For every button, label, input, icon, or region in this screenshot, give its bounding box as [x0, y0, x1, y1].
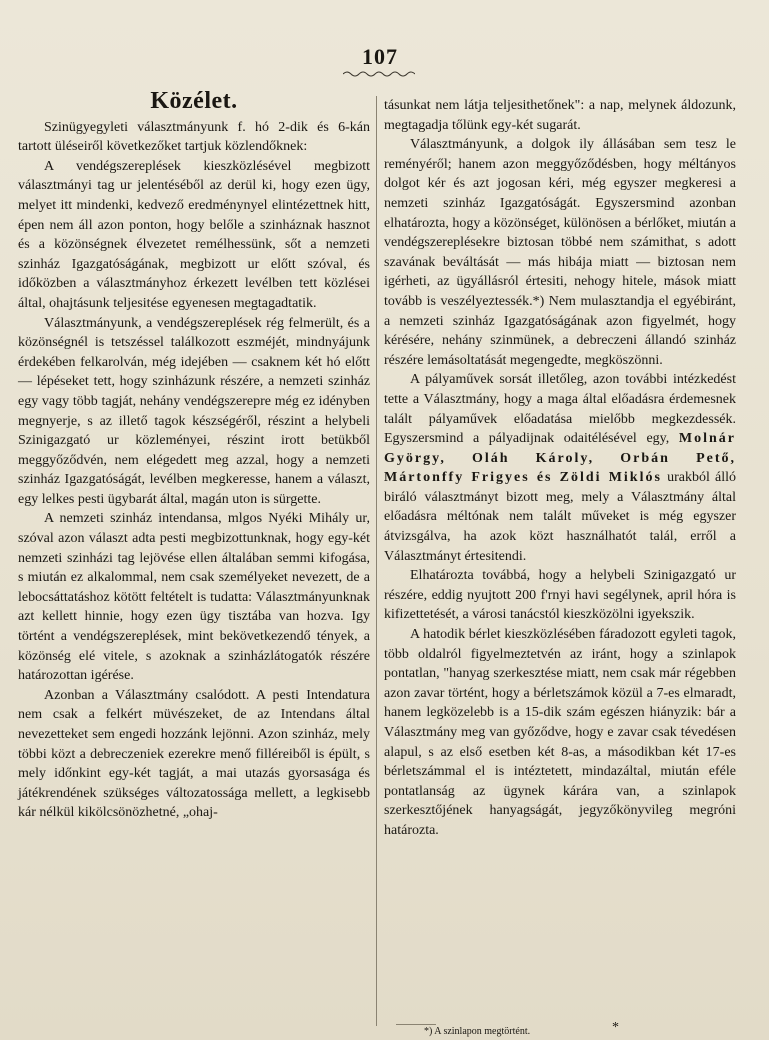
committee-names: Molnár György, Oláh Károly, Orbán Pető, Mártonffy Frigyes és Zöldi Miklós	[384, 431, 736, 486]
paragraph: tásunkat nem látja teljesithetőnek": a nap, melynek áldozunk, megtagadja tőlünk egy-két sugarát.	[384, 98, 736, 133]
paragraph: A nemzeti szinház intendansa, mlgos Nyéki Mihály ur, szóval azon választ adta pesti megbizottunknak, hogy egy-két nemzeti szinházi tag lejövése ellen általában semmi kifogása, s miután ez alkalommal, nem csak személyeket nevezett, de a lebocsáttatáshoz kötött feltételt is tudatta: Választmányunknak azt kellett hinnie, hogy ezen ügy tisztába van hozva. Igy történt a vendégszereplések, mint bekövetkezendő tények, a közönség elé vitele, s azoknak a szinházlátogatók részére határozottan igérése.	[18, 511, 370, 684]
left-column	[18, 88, 370, 823]
paragraph: Választmányunk, a vendégszereplések rég felmerült, és a közönségnél is tetszéssel találkozott eszméjét, mindnyájunk érdekében felkarolván, még idejében — csaknem két hó előtt — lépéseket tett, hogy szinházunk részére, a nemzeti szinház egy vagy több tagját, nehány vendégszerepre még ez idényben megnyerje, s az illető tagok készségéről, részint a helybeli Szinigazgató ur közleményei, részint irott betükből meggyőződvén, nem elégedett meg azzal, hogy a nemzeti szinház Igazgatóságát, levélben megkeresse, hanem a választ, egy lelkes pesti ügybarát által, magán uton is sürgette.	[18, 315, 370, 507]
paragraph: Szinügyegyleti választmányunk f. hó 2-dik és 6-kán tartott üléseiről következőket tartjuk közlendőknek:	[18, 119, 370, 155]
page-number: 107	[362, 44, 398, 69]
paragraph: Elhatározta továbbá, hogy a helybeli Szinigazgató ur részére, eddig nyujtott 200 f'rnyi havi segélynek, april hóra is kifizettetését, a városi tanácstól kieszközölni igyekszik.	[384, 568, 736, 623]
paragraph	[384, 370, 736, 566]
ornament-squiggle	[343, 70, 415, 78]
paragraph: Választmányunk, a dolgok ily állásában sem tesz le reményéről; hanem azon meggyőződésben, hogy méltányos dolgot kér és azt jogosan kéri, még egyszer megkeresi a nemzeti szinház Igazgatóságát. Egyszersmind azonban elhatározta, hogy a közönséget, különösen a bérlőket, miután a vendégszereplésekre biztosan többé nem számithat, s adott szavának beváltását — más hibája miatt — biztosan nem igérheti, az ügyállásról értesiti, nehogy hitele, mások miatt tovább is veszélyeztessék.*) Nem mulasztandja el egyébiránt, a nemzeti szinház Igazgatóságának azon figyelmét, hogy kérésére, nehány szinmünek, a debreczeni állandó szinház részére lemásoltatását megengedte, megköszönni.	[384, 137, 736, 368]
star-mark: *	[612, 1020, 619, 1035]
footnote-rule	[396, 1024, 436, 1025]
paragraph-text: urakból álló biráló választmányt bizott meg, mely a Választmány által előadásra méltónak nem talált műveket is még egyszer átvizsgálva, ha azok közt használhatót talál, erről a Választmányt értesitendi.	[384, 470, 737, 564]
right-column	[384, 96, 736, 841]
column-divider	[376, 96, 377, 1026]
paragraph: Azonban a Választmány csalódott. A pesti Intendatura nem csak a felkért müvészeket, de az Intendans által nevezetteket sem engedi hozzánk lejönni. Azon szinház, mely többi közt a debreczeniek ezerekre menő filléreiből is épült, s mely időnkint egy-két tagját, a mai utazás gyorsasága és játékrendének szükséges változatossága mellett, a legkisebb kár nélkül kikölcsönözhetné, „ohaj-	[18, 687, 370, 821]
footnote: *) A szinlapon megtörtént.	[424, 1026, 531, 1037]
paragraph: A hatodik bérlet kieszközlésében fáradozott egyleti tagok, több oldalról figyelmeztetvén az iránt, hogy a szinlapok pontatlan, "hanyag szerkesztése miatt, nem csak már régebben azon zavar történt, hogy a bérletszámok közül a 7-es elmaradt, hanem legközelebb is a 15-dik szám egészen hiányzik: bár a Választmány meg van győződve, hogy e zavar csak tévedésen alapul, s az első esetben két 8-as, a másodikban két 17-es bérletszámmal el is intéztetett, mindazáltal, miután eféle pontatlanság az ügynek kárára van, a szinlapok szerkesztőjének hanyagságát, jegyzőkönyvileg megróni határozta.	[384, 627, 736, 838]
paragraph-text: A pályaművek sorsát illetőleg, azon további intézkedést tette a Választmány, hogy a maga által előadásra érdemesnek talált pályaművek előadatása mielőbb megkezdessék. Egyszersmind a pályadijnak odaitélésével egy,	[384, 372, 736, 447]
section-title: Közélet.	[150, 88, 238, 114]
paragraph: A vendégszereplések kieszközlésével megbizott választmányi tag ur jelentéséből az derül ki, hogy ezen ügy, melyet itt mindenki, kedvező eredménynyel elintézettnek hitt, épen nem áll azon ponton, hogy belőle a szinháznak hasznot és a közönségnek élvezetet remélhessünk, sőt a nemzeti szinház Igazgatóságának, megbizott ur előtt szóval, és időközben a választmányhoz érkezett levélben tett közlései által, ohajtásunk teljesitése egyenesen megtagadtatik.	[18, 158, 370, 311]
